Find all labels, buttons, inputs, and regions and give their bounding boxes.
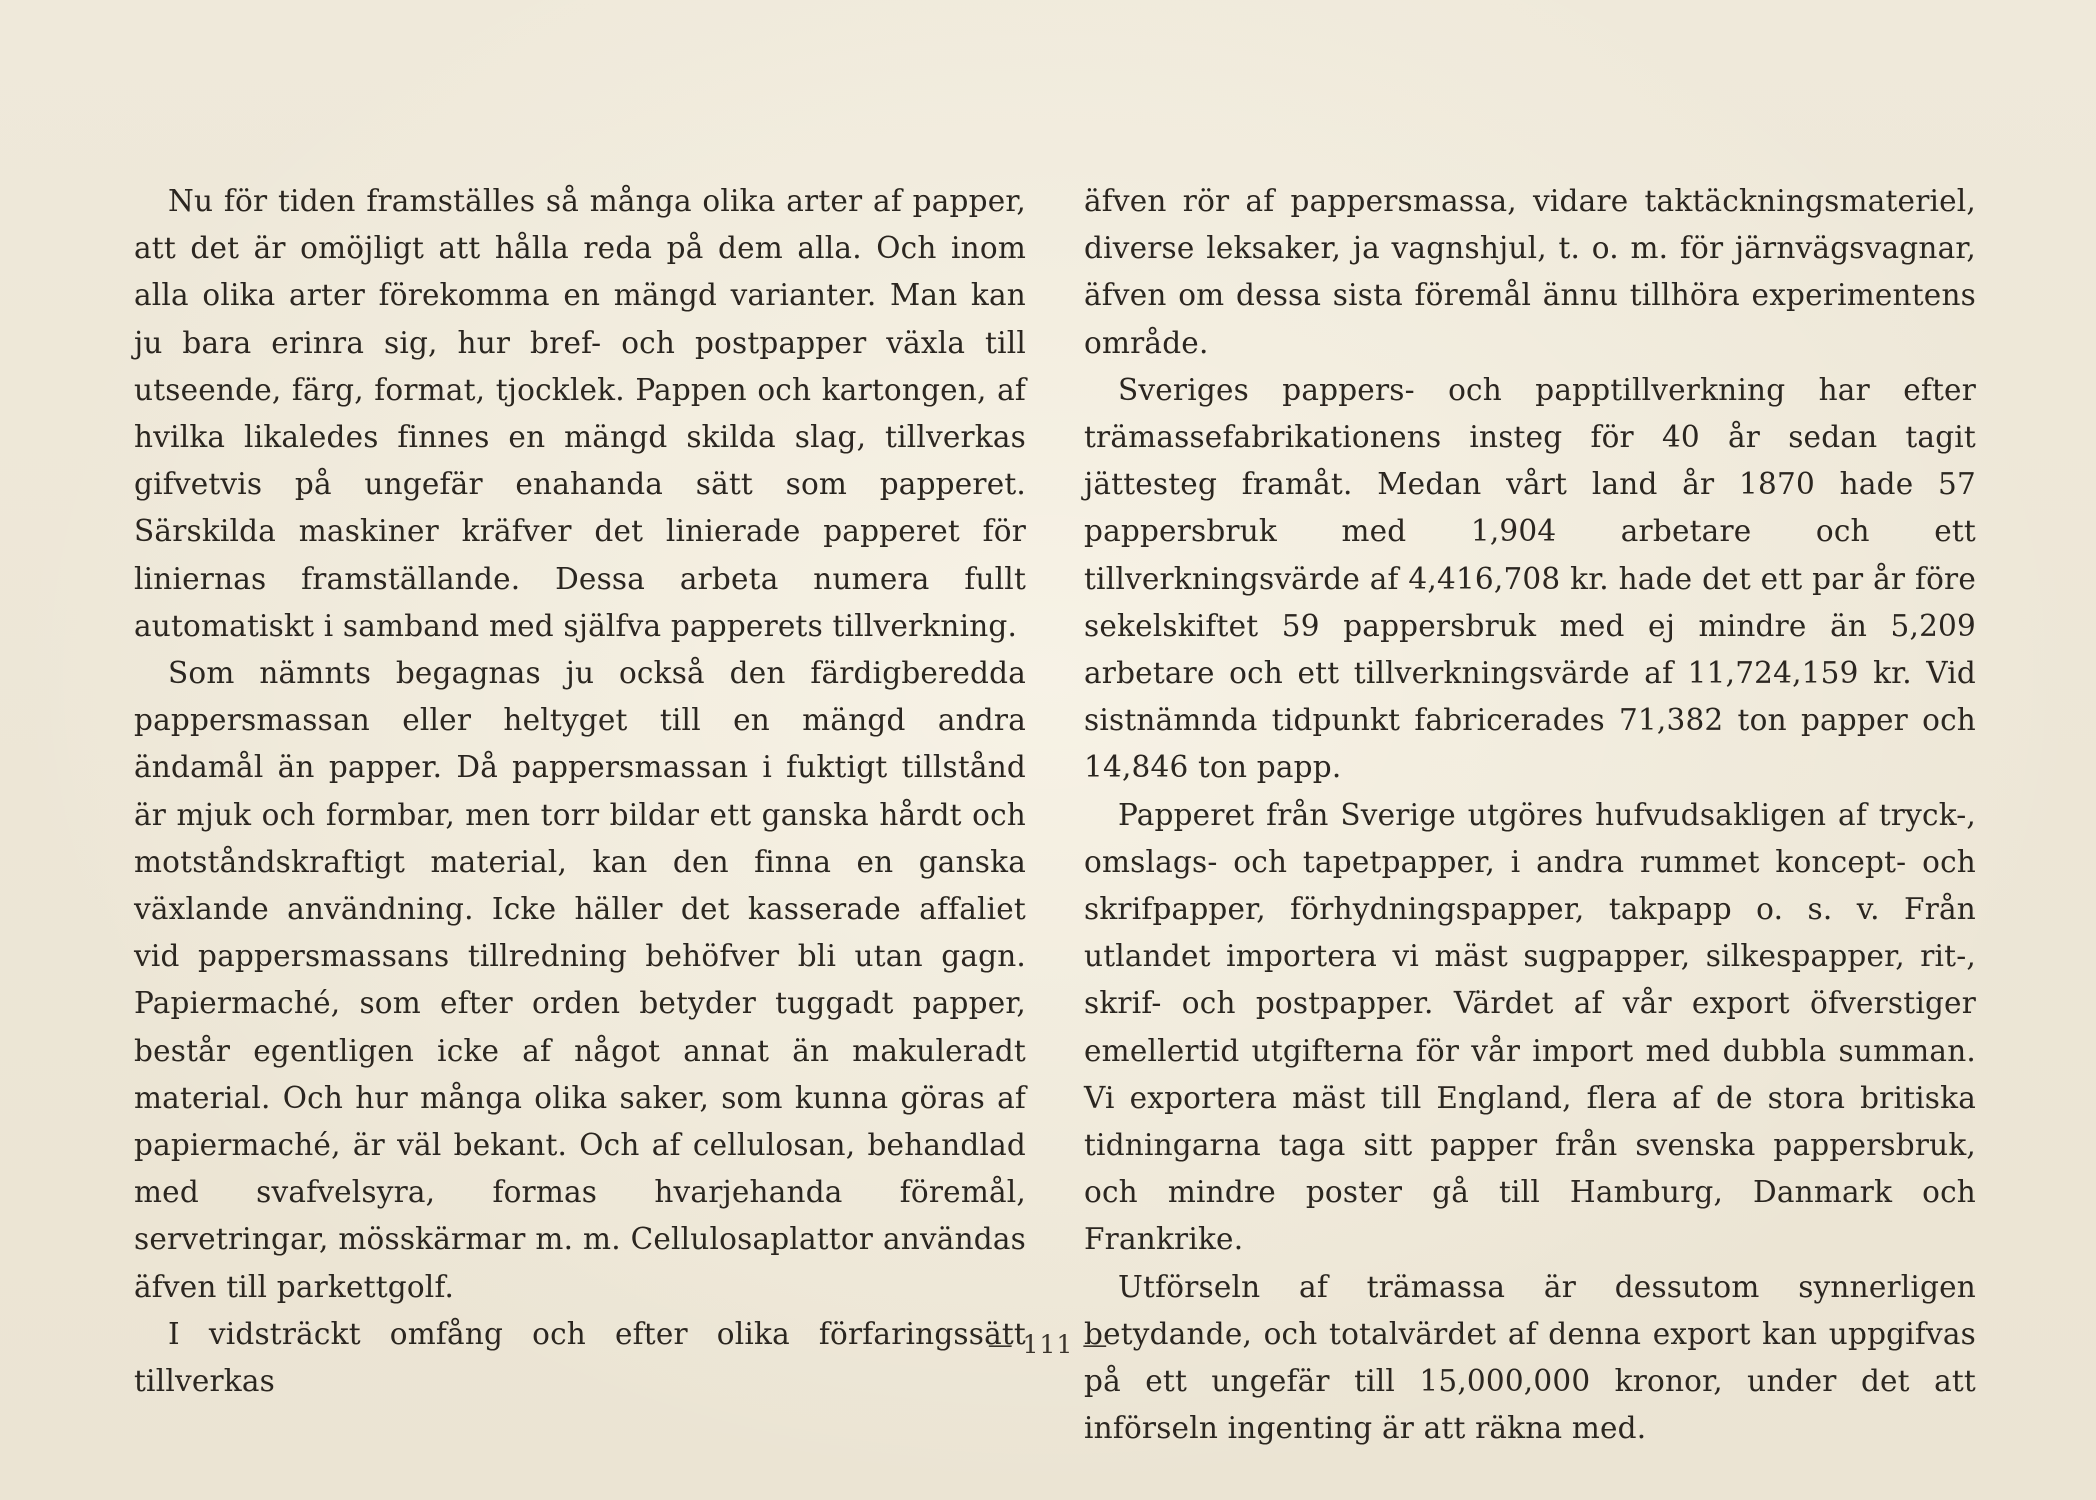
paragraph-trade: Papperet från Sverige utgöres hufvudsakligen af tryck-, omslags- och tapetpapper, i andra rummet koncept- och skrifpapper, förhydningspapper, takpapp o. s. v. Från utlandet importera vi mäst sugpapper, silkespapper, rit-, skrif- och postpapper. Värdet af vår export öfverstiger emellertid utgifterna för vår import med dubbla summan. Vi exportera mäst till England, flera af de stora britiska tidningarna taga sitt papper från svenska pappersbruk, och mindre poster gå till Hamburg, Danmark och Frankrike. <box>1084 797 1976 1257</box>
paragraph-paper-varieties: Nu för tiden framställes så många olika arter af papper, att det är omöjligt att hålla reda på dem alla. Och inom alla olika arter förekomma en mängd varianter. Man kan ju bara erinra sig, hur bref- och postpapper växla till utseende, färg, format, tjocklek. Pappen och kartongen, af hvilka likaledes finnes en mängd skilda slag, tillverkas gifvetvis på ungefär enahanda sätt som papperet. Särskilda maskiner kräfver det linierade papperet för liniernas framställande. Dessa arbeta numera fullt automatiskt i samband med själfva papperets tillverkning. <box>134 184 1026 643</box>
left-text-column <box>134 178 1026 1405</box>
page-number: — 111 — <box>987 1330 1109 1359</box>
paragraph-pulp-export: Utförseln af trämassa är dessutom synnerligen betydande, och totalvärdet af denna export kan uppgifvas på ett ungefär till 15,000,000 kronor, under det att införseln ingenting är att räkna med. <box>1084 1269 1976 1446</box>
paragraph-manufacturing-methods: I vidsträckt omfång och efter olika förfaringssätt tillverkas <box>134 1316 1026 1399</box>
paragraph-continued-products: äfven rör af pappersmassa, vidare taktäckningsmateriel, diverse leksaker, ja vagnshjul, t. o. m. för järnvägsvagnar, äfven om dessa sista föremål ännu tillhöra experimentens område. <box>1084 184 1976 360</box>
right-text-column <box>1084 178 1976 1452</box>
paragraph-pulp-uses: Som nämnts begagnas ju också den färdigberedda pappersmassan eller heltyget till en mängd andra ändamål än papper. Då pappersmassan i fuktigt tillstånd är mjuk och formbar, men torr bildar ett ganska hårdt och motståndskraftigt material, kan den finna en ganska växlande användning. Icke häller det kasserade affaliet vid pappersmassans tillredning behöfver bli utan gagn. Papiermaché, som efter orden betyder tuggadt papper, består egentligen icke af något annat än makuleradt material. Och hur många olika saker, som kunna göras af papiermaché, är väl bekant. Och af cellulosan, behandlad med svafvelsyra, formas hvarjehanda föremål, servetringar, mösskärmar m. m. Cellulosaplattor användas äfven till parkettgolf. <box>134 656 1026 1304</box>
paragraph-swedish-production: Sveriges pappers- och papptillverkning har efter trämassefabrikationens insteg för 40 år sedan tagit jättesteg framåt. Medan vårt land år 1870 hade 57 pappersbruk med 1,904 arbetare och ett tillverkningsvärde af 4,416,708 kr. hade det ett par år före sekelskiftet 59 pappersbruk med ej mindre än 5,209 arbetare och ett tillverkningsvärde af 11,724,159 kr. Vid sistnämnda tidpunkt fabricerades 71,382 ton papper och 14,846 ton papp. <box>1084 372 1976 785</box>
